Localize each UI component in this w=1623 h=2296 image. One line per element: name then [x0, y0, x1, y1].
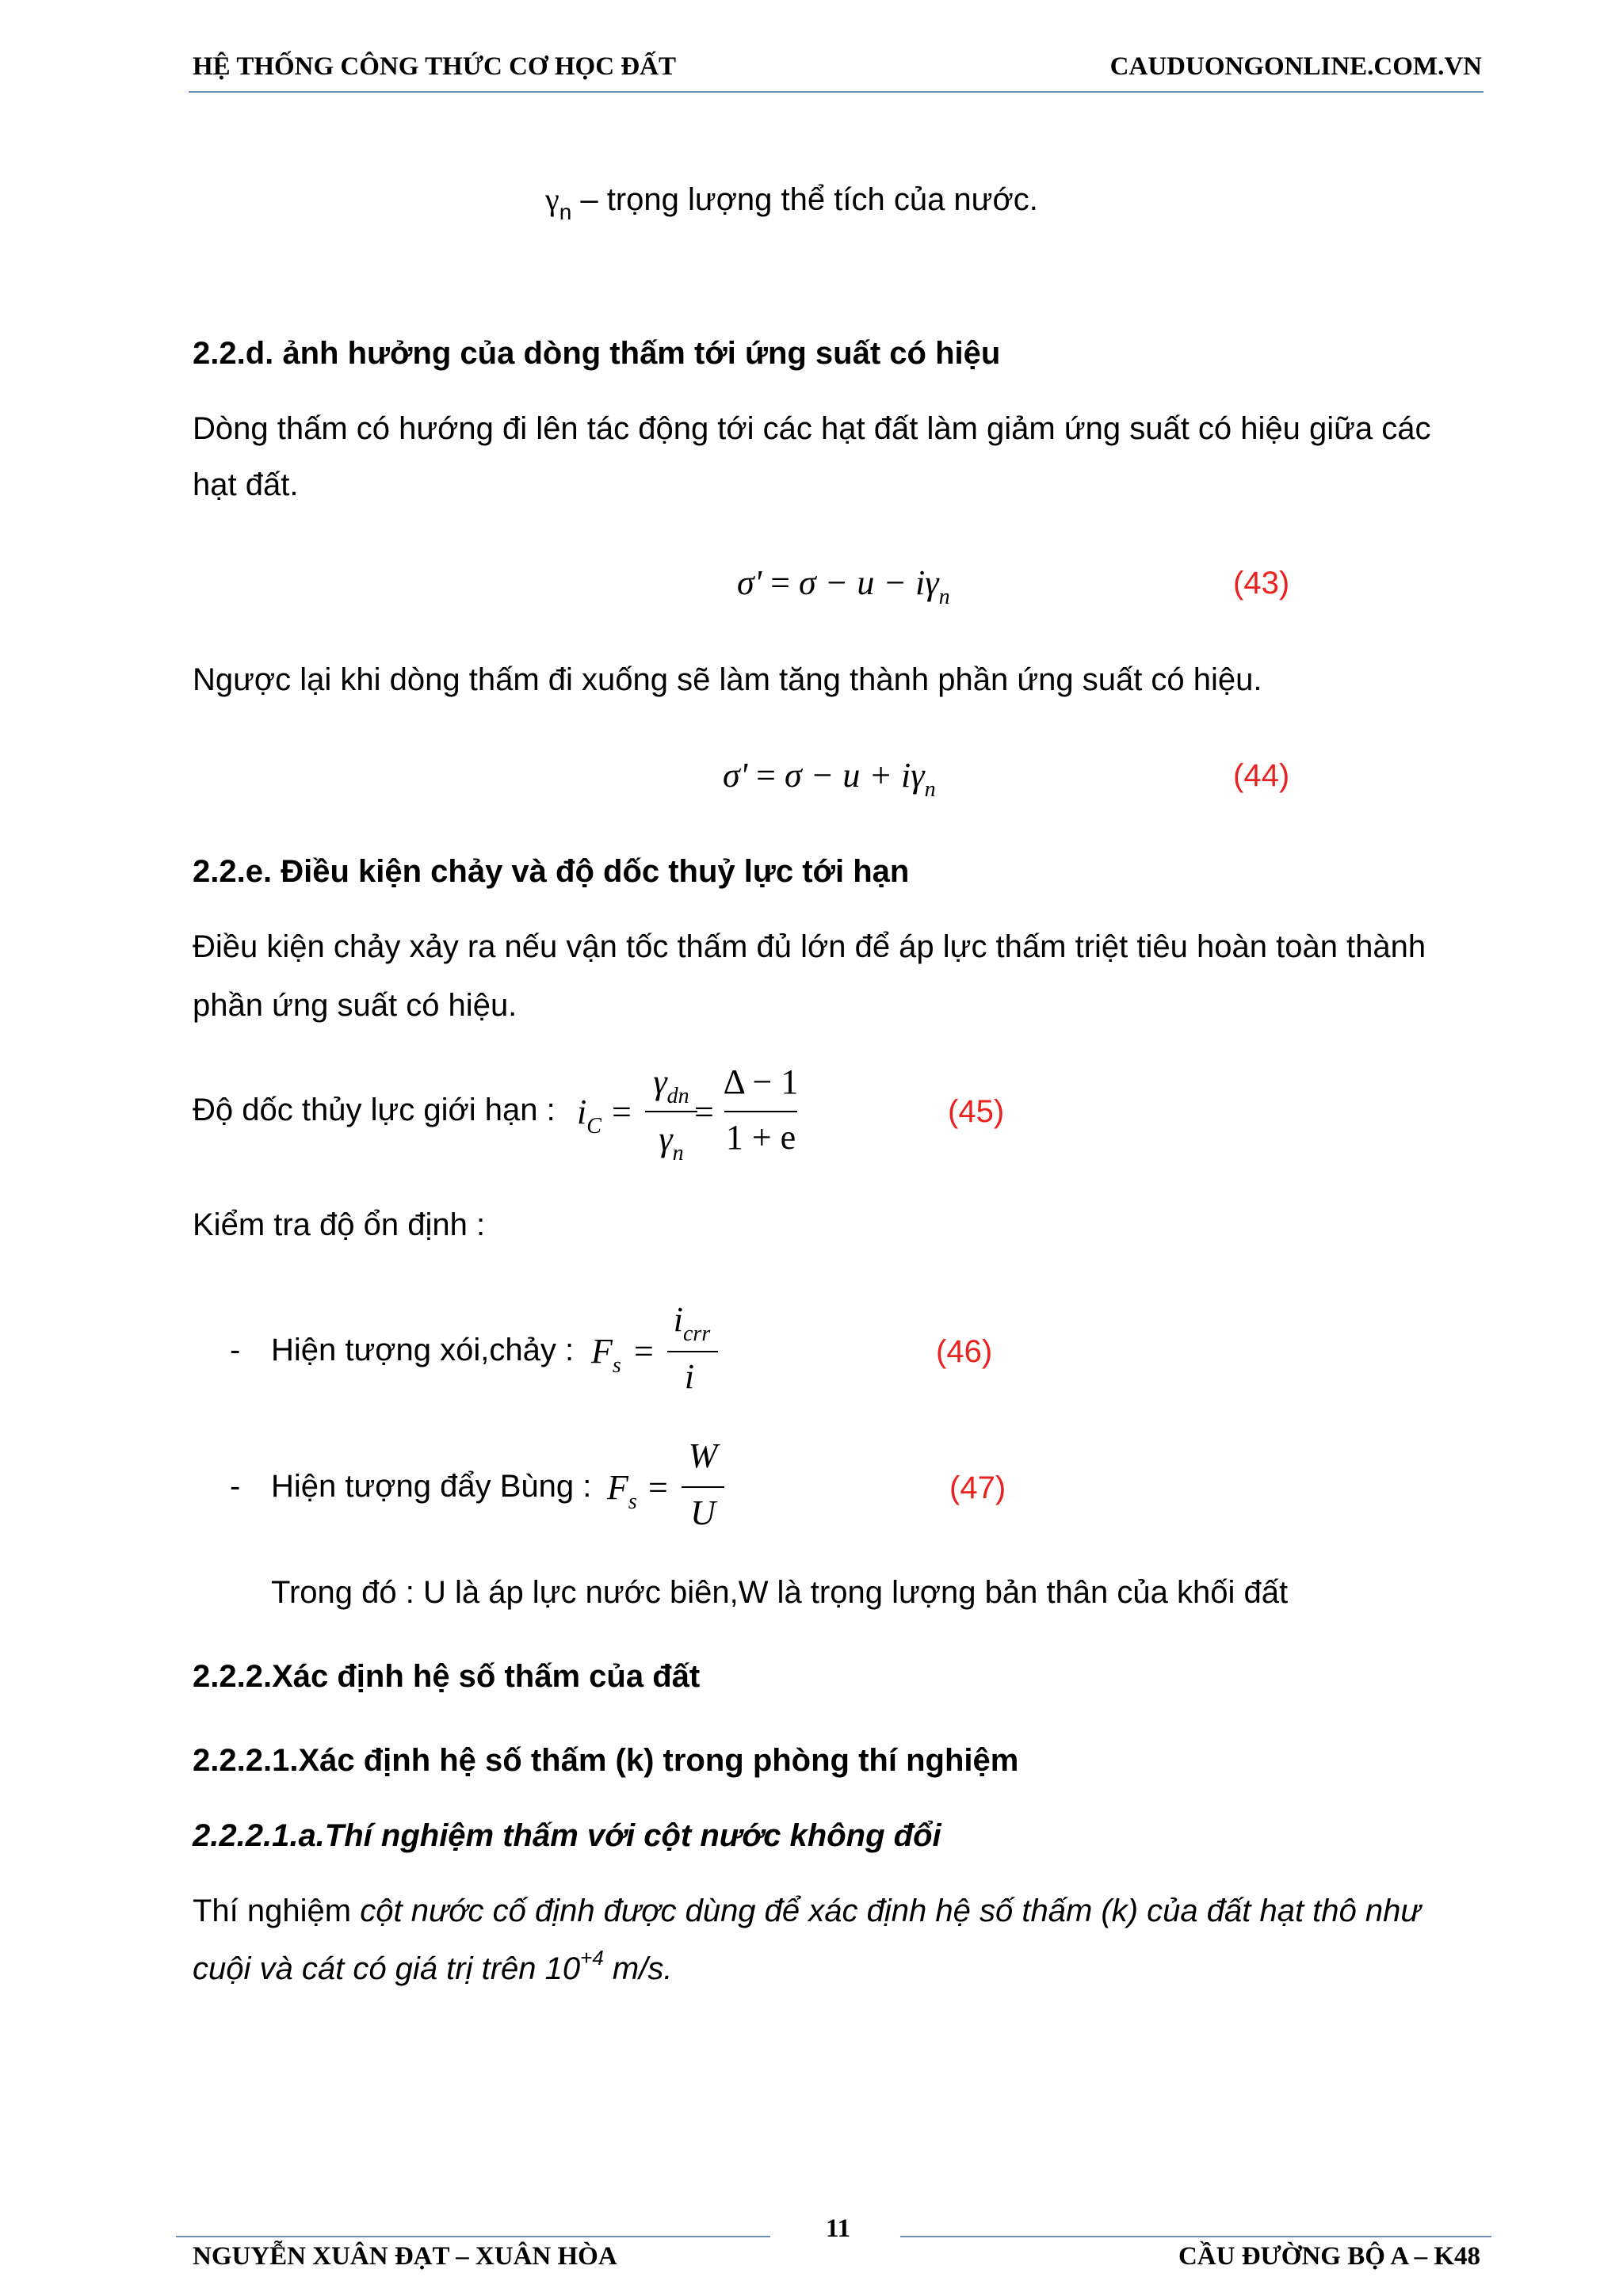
footer-rule-right	[900, 2236, 1491, 2237]
heading-2-2-e: 2.2.e. Điều kiện chảy và độ dốc thuỷ lực tới hạn	[193, 854, 910, 889]
equals-sign: =	[648, 1468, 668, 1507]
footer-rule-left	[176, 2236, 770, 2237]
heading-2-2-2: 2.2.2.Xác định hệ số thấm của đất	[193, 1659, 701, 1694]
equation-45-lhs: $i_C$	[577, 1093, 601, 1138]
paragraph-flow-condition-line2: phần ứng suất có hiệu.	[193, 988, 517, 1023]
paragraph-constant-head-line1: Thí nghiệm cột nước cố định được dùng để xác định hệ số thấm (k) của đất hạt thô như	[193, 1894, 1421, 1928]
heave-label: Hiện tượng đẩy Bùng :	[271, 1469, 592, 1504]
bullet-dash: -	[230, 1469, 241, 1504]
equation-number-45: (45)	[948, 1094, 1005, 1129]
fraction-45b-numerator: Δ − 1	[723, 1062, 799, 1101]
equation-number-46: (46)	[936, 1334, 993, 1369]
fraction-bar	[645, 1111, 697, 1112]
fraction-47-denominator: U	[690, 1493, 716, 1532]
fraction-bar	[724, 1111, 797, 1112]
heading-2-2-2-1: 2.2.2.1.Xác định hệ số thấm (k) trong phòng thí nghiệm	[193, 1743, 1019, 1778]
fraction-bar	[682, 1486, 724, 1488]
critical-gradient-label: Độ dốc thủy lực giới hạn :	[193, 1093, 556, 1127]
equals-sign: =	[612, 1093, 632, 1131]
fraction-45a-denominator: $\gamma_n$	[659, 1119, 684, 1165]
fraction-45b-denominator: 1 + e	[725, 1118, 796, 1157]
paragraph-seepage-up-line2: hạt đất.	[193, 467, 299, 502]
paragraph-seepage-down: Ngược lại khi dòng thấm đi xuống sẽ làm tăng thành phần ứng suất có hiệu.	[193, 662, 1262, 697]
equation-number-44: (44)	[1233, 758, 1290, 793]
header-title: HỆ THỐNG CÔNG THỨC CƠ HỌC ĐẤT	[193, 52, 676, 81]
paragraph-flow-condition-line1: Điều kiện chảy xảy ra nếu vận tốc thấm đủ lớn để áp lực thấm triệt tiêu hoàn toàn thành	[193, 929, 1426, 964]
stability-check-label: Kiểm tra độ ổn định :	[193, 1207, 486, 1242]
page-number: 11	[826, 2214, 851, 2243]
header-rule	[189, 91, 1484, 93]
fraction-45a-numerator: $\gamma_{dn}$	[653, 1062, 689, 1108]
equation-43: $\sigma' = \sigma - u - i\gamma_n$	[737, 563, 950, 609]
heading-2-2-d: 2.2.d. ảnh hưởng của dòng thấm tới ứng suất có hiệu	[193, 336, 1001, 371]
fraction-bar	[667, 1351, 718, 1352]
equation-47-lhs: $F_s$	[607, 1468, 637, 1514]
footer-course: CẦU ĐƯỜNG BỘ A – K48	[1178, 2242, 1480, 2271]
footer-authors: NGUYỄN XUÂN ĐẠT – XUÂN HÒA	[193, 2242, 617, 2271]
equation-number-43: (43)	[1233, 566, 1290, 601]
bullet-dash: -	[230, 1333, 241, 1367]
equation-46-lhs: $F_s$	[591, 1332, 621, 1378]
header-website: CAUDUONGONLINE.COM.VN	[1109, 52, 1482, 81]
erosion-label: Hiện tượng xói,chảy :	[271, 1333, 575, 1367]
paragraph-seepage-up-line1: Dòng thấm có hướng đi lên tác động tới các hạt đất làm giảm ứng suất có hiệu giữa các	[193, 411, 1431, 446]
equation-number-47: (47)	[949, 1470, 1006, 1505]
equation-44: $\sigma' = \sigma - u + i\gamma_n$	[723, 756, 936, 802]
paragraph-constant-head-line2: cuội và cát có giá trị trên $10^{+4}$ m/s.	[193, 1946, 673, 1986]
fraction-46-denominator: i	[684, 1357, 695, 1396]
where-definition: Trong đó : U là áp lực nước biên,W là trọng lượng bản thân của khối đất	[271, 1575, 1289, 1610]
heading-2-2-2-1-a: 2.2.2.1.a.Thí nghiệm thấm với cột nước không đổi	[193, 1818, 941, 1853]
equals-sign: =	[634, 1332, 654, 1371]
equals-sign: =	[694, 1093, 714, 1131]
gamma-n-definition: $\gamma_n$ – trọng lượng thể tích của nước.	[545, 181, 1038, 224]
fraction-47-numerator: W	[688, 1436, 718, 1475]
fraction-46-numerator: $i_{crr}$	[673, 1300, 711, 1346]
